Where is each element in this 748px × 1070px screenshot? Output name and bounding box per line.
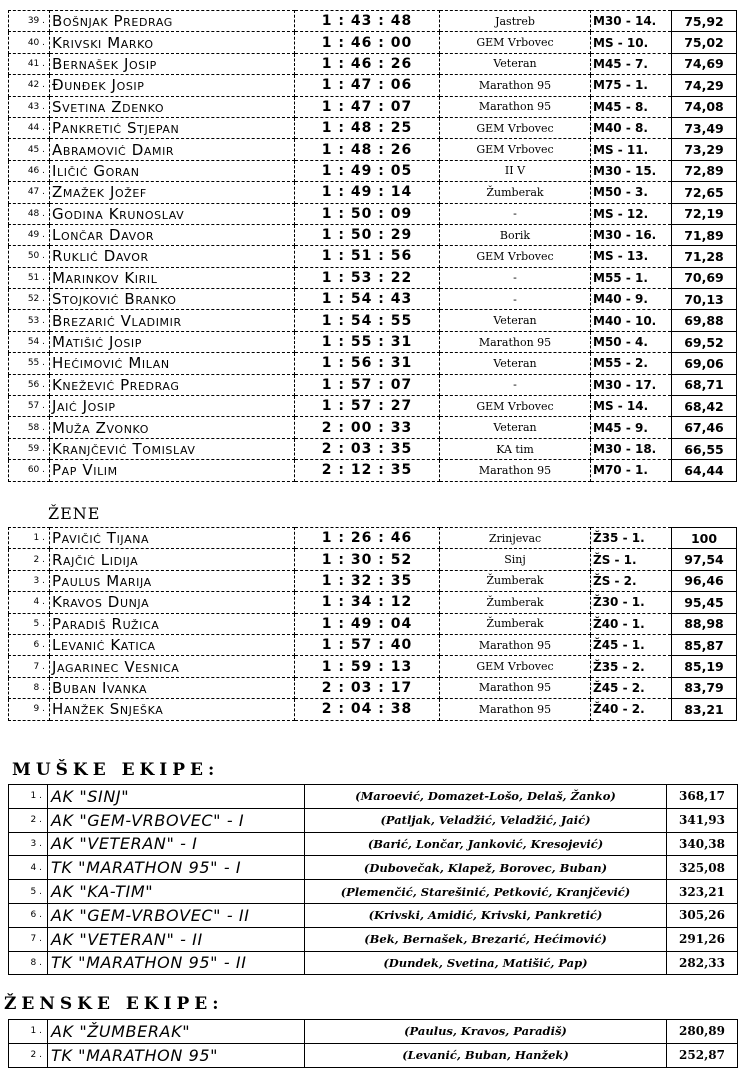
team-name: AK "VETERAN" - I [48, 832, 305, 856]
category: MS - 11. [591, 139, 672, 160]
club-name: Marathon 95 [440, 634, 591, 655]
club-name: Marathon 95 [440, 75, 591, 96]
athlete-name: Kravos Dunja [50, 592, 295, 613]
rank-cell: 52 . [9, 289, 50, 310]
finish-time: 1 : 48 : 26 [295, 139, 440, 160]
team-row [9, 951, 738, 975]
team-points: 282,33 [667, 951, 738, 975]
category: Ž35 - 2. [591, 656, 672, 677]
result-row [9, 656, 737, 677]
finish-time: 2 : 00 : 33 [295, 417, 440, 438]
team-members: (Dundek, Svetina, Matišić, Pap) [305, 951, 667, 975]
rank-cell: 45 . [9, 139, 50, 160]
team-name: AK "SINJ" [48, 785, 305, 809]
points: 69,06 [672, 353, 737, 374]
result-row [9, 310, 737, 331]
result-row [9, 396, 737, 417]
athlete-name: Đunđek Josip [50, 75, 295, 96]
club-name: Žumberak [440, 570, 591, 591]
rank-cell: 1 . [9, 528, 50, 549]
men-results-table [8, 10, 737, 482]
finish-time: 1 : 46 : 26 [295, 53, 440, 74]
athlete-name: Jaić Josip [50, 396, 295, 417]
points: 72,89 [672, 160, 737, 181]
team-name: AK "KA-TIM" [48, 880, 305, 904]
athlete-name: Levanić Katica [50, 634, 295, 655]
team-row [9, 808, 738, 832]
category: MS - 10. [591, 32, 672, 53]
category: M30 - 15. [591, 160, 672, 181]
team-points: 280,89 [667, 1020, 738, 1044]
team-name: TK "MARATHON 95" - I [48, 856, 305, 880]
athlete-name: Bernašek Josip [50, 53, 295, 74]
category: M50 - 3. [591, 182, 672, 203]
result-row [9, 549, 737, 570]
points: 83,79 [672, 677, 737, 698]
team-members: (Bek, Bernašek, Brezarić, Hećimović) [305, 927, 667, 951]
rank-cell: 42 . [9, 75, 50, 96]
athlete-name: Hećimović Milan [50, 353, 295, 374]
team-members: (Levanić, Buban, Hanžek) [305, 1043, 667, 1067]
points: 75,02 [672, 32, 737, 53]
club-name: Marathon 95 [440, 699, 591, 720]
team-points: 340,38 [667, 832, 738, 856]
team-row [9, 1043, 738, 1067]
rank-cell: 58 . [9, 417, 50, 438]
rank-cell: 1 . [9, 785, 48, 809]
team-row [9, 856, 738, 880]
result-row [9, 75, 737, 96]
team-row [9, 903, 738, 927]
team-points: 368,17 [667, 785, 738, 809]
category: M30 - 14. [591, 11, 672, 32]
rank-cell: 7 . [9, 927, 48, 951]
category: M75 - 1. [591, 75, 672, 96]
category: M45 - 7. [591, 53, 672, 74]
club-name: Marathon 95 [440, 96, 591, 117]
rank-cell: 7 . [9, 656, 50, 677]
points: 85,87 [672, 634, 737, 655]
category: Ž45 - 2. [591, 677, 672, 698]
result-row [9, 528, 737, 549]
rank-cell: 8 . [9, 951, 48, 975]
points: 100 [672, 528, 737, 549]
category: M40 - 8. [591, 117, 672, 138]
points: 83,21 [672, 699, 737, 720]
team-points: 291,26 [667, 927, 738, 951]
men-teams-title: MUŠKE EKIPE: [12, 760, 220, 780]
club-name: Veteran [440, 53, 591, 74]
result-row [9, 613, 737, 634]
team-members: (Dubovečak, Klapež, Borovec, Buban) [305, 856, 667, 880]
club-name: - [440, 203, 591, 224]
athlete-name: Buban Ivanka [50, 677, 295, 698]
finish-time: 1 : 30 : 52 [295, 549, 440, 570]
finish-time: 1 : 49 : 04 [295, 613, 440, 634]
category: Ž30 - 1. [591, 592, 672, 613]
team-points: 341,93 [667, 808, 738, 832]
athlete-name: Jagarinec Vesnica [50, 656, 295, 677]
athlete-name: Rajčić Lidija [50, 549, 295, 570]
club-name: Žumberak [440, 592, 591, 613]
points: 72,65 [672, 182, 737, 203]
club-name: GEM Vrbovec [440, 139, 591, 160]
result-row [9, 267, 737, 288]
result-row [9, 289, 737, 310]
team-members: (Patljak, Veladžić, Veladžić, Jaić) [305, 808, 667, 832]
rank-cell: 43 . [9, 96, 50, 117]
finish-time: 1 : 47 : 06 [295, 75, 440, 96]
team-members: (Barić, Lončar, Janković, Kresojević) [305, 832, 667, 856]
result-row [9, 374, 737, 395]
result-row [9, 699, 737, 720]
women-section-label: ŽENE [48, 504, 101, 523]
category: M45 - 8. [591, 96, 672, 117]
club-name: II V [440, 160, 591, 181]
finish-time: 1 : 57 : 07 [295, 374, 440, 395]
finish-time: 1 : 54 : 43 [295, 289, 440, 310]
finish-time: 1 : 49 : 05 [295, 160, 440, 181]
points: 68,71 [672, 374, 737, 395]
result-row [9, 677, 737, 698]
points: 67,46 [672, 417, 737, 438]
category: MS - 12. [591, 203, 672, 224]
result-row [9, 11, 737, 32]
athlete-name: Abramović Damir [50, 139, 295, 160]
athlete-name: Kranjčević Tomislav [50, 438, 295, 459]
rank-cell: 51 . [9, 267, 50, 288]
team-name: TK "MARATHON 95" [48, 1043, 305, 1067]
points: 96,46 [672, 570, 737, 591]
points: 97,54 [672, 549, 737, 570]
category: ŽS - 2. [591, 570, 672, 591]
result-row [9, 203, 737, 224]
rank-cell: 56 . [9, 374, 50, 395]
club-name: Marathon 95 [440, 677, 591, 698]
points: 71,28 [672, 246, 737, 267]
rank-cell: 47 . [9, 182, 50, 203]
rank-cell: 54 . [9, 331, 50, 352]
finish-time: 1 : 59 : 13 [295, 656, 440, 677]
athlete-name: Pankretić Stjepan [50, 117, 295, 138]
points: 75,92 [672, 11, 737, 32]
rank-cell: 53 . [9, 310, 50, 331]
rank-cell: 44 . [9, 117, 50, 138]
athlete-name: Iličić Goran [50, 160, 295, 181]
result-row [9, 570, 737, 591]
athlete-name: Marinkov Kiril [50, 267, 295, 288]
points: 64,44 [672, 460, 737, 481]
points: 72,19 [672, 203, 737, 224]
finish-time: 1 : 49 : 14 [295, 182, 440, 203]
points: 74,29 [672, 75, 737, 96]
club-name: Borik [440, 224, 591, 245]
points: 85,19 [672, 656, 737, 677]
result-row [9, 634, 737, 655]
rank-cell: 59 . [9, 438, 50, 459]
rank-cell: 6 . [9, 903, 48, 927]
athlete-name: Knežević Predrag [50, 374, 295, 395]
category: M55 - 2. [591, 353, 672, 374]
athlete-name: Stojković Branko [50, 289, 295, 310]
club-name: GEM Vrbovec [440, 656, 591, 677]
rank-cell: 39 . [9, 11, 50, 32]
points: 69,88 [672, 310, 737, 331]
rank-cell: 1 . [9, 1020, 48, 1044]
team-row [9, 1020, 738, 1044]
athlete-name: Muža Zvonko [50, 417, 295, 438]
points: 70,69 [672, 267, 737, 288]
category: Ž35 - 1. [591, 528, 672, 549]
team-members: (Plemenčić, Starešinić, Petković, Kranjčević) [305, 880, 667, 904]
rank-cell: 50 . [9, 246, 50, 267]
category: M30 - 16. [591, 224, 672, 245]
club-name: GEM Vrbovec [440, 246, 591, 267]
club-name: Veteran [440, 417, 591, 438]
result-row [9, 353, 737, 374]
category: MS - 14. [591, 396, 672, 417]
points: 70,13 [672, 289, 737, 310]
club-name: Marathon 95 [440, 331, 591, 352]
category: M30 - 18. [591, 438, 672, 459]
finish-time: 2 : 03 : 17 [295, 677, 440, 698]
category: M70 - 1. [591, 460, 672, 481]
finish-time: 1 : 46 : 00 [295, 32, 440, 53]
athlete-name: Bošnjak Predrag [50, 11, 295, 32]
club-name: Sinj [440, 549, 591, 570]
finish-time: 1 : 56 : 31 [295, 353, 440, 374]
rank-cell: 49 . [9, 224, 50, 245]
result-row [9, 438, 737, 459]
result-row [9, 32, 737, 53]
rank-cell: 8 . [9, 677, 50, 698]
athlete-name: Pap Vilim [50, 460, 295, 481]
athlete-name: Paradiš Ružica [50, 613, 295, 634]
athlete-name: Ruklić Davor [50, 246, 295, 267]
team-members: (Maroević, Domazet-Lošo, Delaš, Žanko) [305, 785, 667, 809]
finish-time: 1 : 48 : 25 [295, 117, 440, 138]
club-name: - [440, 267, 591, 288]
club-name: Marathon 95 [440, 460, 591, 481]
points: 73,49 [672, 117, 737, 138]
rank-cell: 3 . [9, 832, 48, 856]
points: 66,55 [672, 438, 737, 459]
team-name: AK "GEM-VRBOVEC" - I [48, 808, 305, 832]
team-points: 252,87 [667, 1043, 738, 1067]
women-results-table [8, 527, 737, 721]
athlete-name: Krivski Marko [50, 32, 295, 53]
rank-cell: 2 . [9, 1043, 48, 1067]
result-row [9, 592, 737, 613]
points: 95,45 [672, 592, 737, 613]
rank-cell: 40 . [9, 32, 50, 53]
category: M45 - 9. [591, 417, 672, 438]
result-row [9, 331, 737, 352]
team-points: 325,08 [667, 856, 738, 880]
result-row [9, 117, 737, 138]
result-row [9, 246, 737, 267]
team-row [9, 927, 738, 951]
result-row [9, 139, 737, 160]
result-row [9, 53, 737, 74]
club-name: GEM Vrbovec [440, 32, 591, 53]
finish-time: 2 : 04 : 38 [295, 699, 440, 720]
rank-cell: 9 . [9, 699, 50, 720]
athlete-name: Paulus Marija [50, 570, 295, 591]
category: ŽS - 1. [591, 549, 672, 570]
finish-time: 2 : 12 : 35 [295, 460, 440, 481]
category: Ž40 - 2. [591, 699, 672, 720]
points: 73,29 [672, 139, 737, 160]
athlete-name: Hanžek Snješka [50, 699, 295, 720]
women-teams-table [8, 1019, 738, 1068]
category: M55 - 1. [591, 267, 672, 288]
club-name: Veteran [440, 310, 591, 331]
team-name: AK "ŽUMBERAK" [48, 1020, 305, 1044]
points: 71,89 [672, 224, 737, 245]
club-name: Žumberak [440, 182, 591, 203]
club-name: Zrinjevac [440, 528, 591, 549]
team-members: (Paulus, Kravos, Paradiš) [305, 1020, 667, 1044]
category: M30 - 17. [591, 374, 672, 395]
result-row [9, 160, 737, 181]
points: 74,69 [672, 53, 737, 74]
team-row [9, 832, 738, 856]
points: 74,08 [672, 96, 737, 117]
finish-time: 1 : 53 : 22 [295, 267, 440, 288]
team-row [9, 880, 738, 904]
athlete-name: Godina Krunoslav [50, 203, 295, 224]
athlete-name: Brezarić Vladimir [50, 310, 295, 331]
rank-cell: 6 . [9, 634, 50, 655]
athlete-name: Zmažek Jožef [50, 182, 295, 203]
category: Ž40 - 1. [591, 613, 672, 634]
women-teams-title: ŽENSKE EKIPE: [4, 994, 224, 1014]
athlete-name: Lončar Davor [50, 224, 295, 245]
club-name: - [440, 289, 591, 310]
finish-time: 1 : 51 : 56 [295, 246, 440, 267]
club-name: Žumberak [440, 613, 591, 634]
team-name: AK "GEM-VRBOVEC" - II [48, 903, 305, 927]
rank-cell: 3 . [9, 570, 50, 591]
category: Ž45 - 1. [591, 634, 672, 655]
rank-cell: 41 . [9, 53, 50, 74]
finish-time: 1 : 26 : 46 [295, 528, 440, 549]
finish-time: 2 : 03 : 35 [295, 438, 440, 459]
finish-time: 1 : 50 : 09 [295, 203, 440, 224]
team-points: 323,21 [667, 880, 738, 904]
category: M40 - 10. [591, 310, 672, 331]
team-members: (Krivski, Amidić, Krivski, Pankretić) [305, 903, 667, 927]
result-row [9, 182, 737, 203]
category: M50 - 4. [591, 331, 672, 352]
rank-cell: 2 . [9, 549, 50, 570]
points: 68,42 [672, 396, 737, 417]
finish-time: 1 : 43 : 48 [295, 11, 440, 32]
finish-time: 1 : 54 : 55 [295, 310, 440, 331]
club-name: - [440, 374, 591, 395]
finish-time: 1 : 50 : 29 [295, 224, 440, 245]
rank-cell: 57 . [9, 396, 50, 417]
rank-cell: 2 . [9, 808, 48, 832]
rank-cell: 4 . [9, 856, 48, 880]
club-name: GEM Vrbovec [440, 117, 591, 138]
rank-cell: 4 . [9, 592, 50, 613]
result-row [9, 96, 737, 117]
points: 69,52 [672, 331, 737, 352]
finish-time: 1 : 57 : 40 [295, 634, 440, 655]
team-name: TK "MARATHON 95" - II [48, 951, 305, 975]
club-name: Veteran [440, 353, 591, 374]
finish-time: 1 : 32 : 35 [295, 570, 440, 591]
rank-cell: 48 . [9, 203, 50, 224]
finish-time: 1 : 57 : 27 [295, 396, 440, 417]
rank-cell: 60 . [9, 460, 50, 481]
points: 88,98 [672, 613, 737, 634]
club-name: GEM Vrbovec [440, 396, 591, 417]
finish-time: 1 : 34 : 12 [295, 592, 440, 613]
rank-cell: 5 . [9, 880, 48, 904]
men-teams-table [8, 784, 738, 975]
team-row [9, 785, 738, 809]
athlete-name: Matišić Josip [50, 331, 295, 352]
rank-cell: 55 . [9, 353, 50, 374]
finish-time: 1 : 47 : 07 [295, 96, 440, 117]
team-points: 305,26 [667, 903, 738, 927]
team-name: AK "VETERAN" - II [48, 927, 305, 951]
club-name: KA tim [440, 438, 591, 459]
result-row [9, 224, 737, 245]
category: M40 - 9. [591, 289, 672, 310]
club-name: Jastreb [440, 11, 591, 32]
category: MS - 13. [591, 246, 672, 267]
rank-cell: 5 . [9, 613, 50, 634]
rank-cell: 46 . [9, 160, 50, 181]
result-row [9, 460, 737, 481]
result-row [9, 417, 737, 438]
athlete-name: Svetina Zdenko [50, 96, 295, 117]
athlete-name: Pavičić Tijana [50, 528, 295, 549]
finish-time: 1 : 55 : 31 [295, 331, 440, 352]
